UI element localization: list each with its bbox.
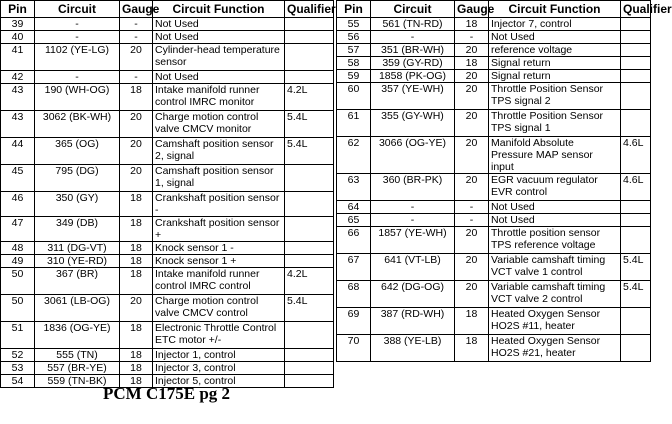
pin-cell: 42 xyxy=(1,71,35,84)
table-row xyxy=(337,201,651,214)
table-row xyxy=(337,254,651,281)
gauge-cell: 18 xyxy=(120,362,153,375)
circuit-cell: 310 (YE-RD) xyxy=(35,255,120,268)
qualifier-cell xyxy=(621,308,651,335)
gauge-cell: 18 xyxy=(120,268,153,295)
circuit-cell: 555 (TN) xyxy=(35,349,120,362)
header-row xyxy=(337,1,651,18)
function-cell: Knock sensor 1 - xyxy=(153,242,285,255)
table-row xyxy=(337,174,651,201)
circuit-cell: 387 (RD-WH) xyxy=(371,308,455,335)
gauge-cell: 20 xyxy=(455,281,489,308)
circuit-cell: 311 (DG-VT) xyxy=(35,242,120,255)
gauge-cell: - xyxy=(455,214,489,227)
page-caption: PCM C175E pg 2 xyxy=(103,384,231,403)
pin-cell: 46 xyxy=(1,192,35,217)
table-body-right xyxy=(337,18,651,362)
gauge-cell: 18 xyxy=(120,322,153,349)
gauge-cell: 20 xyxy=(455,254,489,281)
qualifier-cell xyxy=(285,165,334,192)
function-cell: Knock sensor 1 + xyxy=(153,255,285,268)
function-cell: Variable camshaft timing VCT valve 2 control xyxy=(489,281,621,308)
function-cell: Injector 7, control xyxy=(489,18,621,31)
pin-cell: 69 xyxy=(337,308,371,335)
qualifier-cell xyxy=(621,214,651,227)
function-cell: Charge motion control valve CMCV monitor xyxy=(153,111,285,138)
function-cell: EGR vacuum regulator EVR control xyxy=(489,174,621,201)
circuit-cell: 350 (GY) xyxy=(35,192,120,217)
circuit-cell: 355 (GY-WH) xyxy=(371,110,455,137)
pin-cell: 50 xyxy=(1,295,35,322)
function-cell: Heated Oxygen Sensor HO2S #21, heater xyxy=(489,335,621,362)
qualifier-cell xyxy=(285,18,334,31)
circuit-cell: 359 (GY-RD) xyxy=(371,57,455,70)
circuit-cell: 561 (TN-RD) xyxy=(371,18,455,31)
table-row xyxy=(337,110,651,137)
function-cell: Variable camshaft timing VCT valve 1 control xyxy=(489,254,621,281)
pin-cell: 59 xyxy=(337,70,371,83)
qualifier-cell xyxy=(621,31,651,44)
qualifier-cell: 5.4L xyxy=(285,111,334,138)
function-cell: Not Used xyxy=(489,201,621,214)
circuit-cell: - xyxy=(35,71,120,84)
function-cell: Not Used xyxy=(153,71,285,84)
pin-cell: 49 xyxy=(1,255,35,268)
table-row xyxy=(337,44,651,57)
pin-cell: 52 xyxy=(1,349,35,362)
table-row xyxy=(1,295,334,322)
pin-cell: 50 xyxy=(1,268,35,295)
circuit-cell: 190 (WH-OG) xyxy=(35,84,120,111)
circuit-cell: 351 (BR-WH) xyxy=(371,44,455,57)
header-function: Circuit Function xyxy=(489,1,621,18)
pin-cell: 66 xyxy=(337,227,371,254)
table-row xyxy=(1,242,334,255)
pin-cell: 58 xyxy=(337,57,371,70)
table-row xyxy=(337,335,651,362)
qualifier-cell xyxy=(285,362,334,375)
qualifier-cell xyxy=(621,110,651,137)
pin-cell: 53 xyxy=(1,362,35,375)
table-row xyxy=(337,227,651,254)
table-row xyxy=(337,308,651,335)
qualifier-cell: 5.4L xyxy=(621,281,651,308)
gauge-cell: - xyxy=(120,71,153,84)
table-row xyxy=(1,268,334,295)
gauge-cell: 20 xyxy=(455,174,489,201)
gauge-cell: 18 xyxy=(120,192,153,217)
pin-cell: 43 xyxy=(1,111,35,138)
gauge-cell: 20 xyxy=(455,70,489,83)
circuit-cell: - xyxy=(35,31,120,44)
function-cell: Charge motion control valve CMCV control xyxy=(153,295,285,322)
header-circuit: Circuit xyxy=(35,1,120,18)
qualifier-cell: 5.4L xyxy=(621,254,651,281)
pin-cell: 54 xyxy=(1,375,35,388)
table-row xyxy=(1,18,334,31)
pin-cell: 45 xyxy=(1,165,35,192)
pin-cell: 41 xyxy=(1,44,35,71)
pin-cell: 47 xyxy=(1,217,35,242)
circuit-cell: 388 (YE-LB) xyxy=(371,335,455,362)
table-row xyxy=(337,137,651,174)
gauge-cell: 18 xyxy=(455,57,489,70)
circuit-cell: 367 (BR) xyxy=(35,268,120,295)
table-row xyxy=(337,31,651,44)
gauge-cell: 18 xyxy=(120,255,153,268)
pin-cell: 51 xyxy=(1,322,35,349)
qualifier-cell xyxy=(285,44,334,71)
circuit-cell: 642 (DG-OG) xyxy=(371,281,455,308)
gauge-cell: 18 xyxy=(120,375,153,388)
table-row xyxy=(1,84,334,111)
table-row xyxy=(1,111,334,138)
function-cell: Injector 1, control xyxy=(153,349,285,362)
header-qualifier: Qualifier xyxy=(621,1,651,18)
qualifier-cell xyxy=(285,375,334,388)
gauge-cell: 18 xyxy=(455,308,489,335)
qualifier-cell xyxy=(285,31,334,44)
qualifier-cell xyxy=(285,349,334,362)
function-cell: Signal return xyxy=(489,57,621,70)
qualifier-cell xyxy=(621,227,651,254)
header-pin: Pin xyxy=(337,1,371,18)
pin-cell: 56 xyxy=(337,31,371,44)
circuit-cell: 3066 (OG-YE) xyxy=(371,137,455,174)
gauge-cell: 20 xyxy=(120,111,153,138)
gauge-cell: 20 xyxy=(455,83,489,110)
qualifier-cell xyxy=(621,70,651,83)
function-cell: Not Used xyxy=(489,214,621,227)
function-cell: Crankshaft position sensor + xyxy=(153,217,285,242)
qualifier-cell: 5.4L xyxy=(285,295,334,322)
qualifier-cell: 4.6L xyxy=(621,137,651,174)
table-row xyxy=(337,83,651,110)
circuit-cell: 557 (BR-YE) xyxy=(35,362,120,375)
table-body-left xyxy=(1,18,334,388)
circuit-cell: 641 (VT-LB) xyxy=(371,254,455,281)
gauge-cell: 20 xyxy=(120,165,153,192)
table-row xyxy=(1,71,334,84)
table-row xyxy=(1,255,334,268)
circuit-cell: 559 (TN-BK) xyxy=(35,375,120,388)
function-cell: reference voltage xyxy=(489,44,621,57)
qualifier-cell xyxy=(621,335,651,362)
qualifier-cell xyxy=(621,83,651,110)
table-row xyxy=(1,217,334,242)
function-cell: Camshaft position sensor 2, signal xyxy=(153,138,285,165)
table-row xyxy=(337,281,651,308)
function-cell: Camshaft position sensor 1, signal xyxy=(153,165,285,192)
gauge-cell: 20 xyxy=(455,137,489,174)
gauge-cell: - xyxy=(455,31,489,44)
gauge-cell: 20 xyxy=(120,44,153,71)
gauge-cell: 18 xyxy=(120,242,153,255)
circuit-cell: 349 (DB) xyxy=(35,217,120,242)
header-gauge: Gauge xyxy=(455,1,489,18)
gauge-cell: 18 xyxy=(455,18,489,31)
header-function: Circuit Function xyxy=(153,1,285,18)
gauge-cell: 18 xyxy=(120,349,153,362)
function-cell: Not Used xyxy=(153,31,285,44)
qualifier-cell: 5.4L xyxy=(285,138,334,165)
table-row xyxy=(1,362,334,375)
table-row xyxy=(1,192,334,217)
pin-cell: 44 xyxy=(1,138,35,165)
pin-cell: 39 xyxy=(1,18,35,31)
function-cell: Heated Oxygen Sensor HO2S #11, heater xyxy=(489,308,621,335)
gauge-cell: 20 xyxy=(120,138,153,165)
function-cell: Injector 5, control xyxy=(153,375,285,388)
qualifier-cell: 4.6L xyxy=(621,174,651,201)
qualifier-cell xyxy=(621,44,651,57)
qualifier-cell xyxy=(621,18,651,31)
function-cell: Intake manifold runner control IMRC monitor xyxy=(153,84,285,111)
gauge-cell: 20 xyxy=(455,44,489,57)
function-cell: Electronic Throttle Control ETC motor +/- xyxy=(153,322,285,349)
pin-table-right xyxy=(336,0,672,362)
qualifier-cell xyxy=(285,255,334,268)
circuit-cell: 357 (YE-WH) xyxy=(371,83,455,110)
header-circuit: Circuit xyxy=(371,1,455,18)
function-cell: Throttle Position Sensor TPS signal 2 xyxy=(489,83,621,110)
table-row xyxy=(1,138,334,165)
pin-cell: 55 xyxy=(337,18,371,31)
circuit-cell: - xyxy=(371,214,455,227)
table-row xyxy=(1,44,334,71)
function-cell: Crankshaft position sensor - xyxy=(153,192,285,217)
pin-cell: 48 xyxy=(1,242,35,255)
qualifier-cell: 4.2L xyxy=(285,84,334,111)
function-cell: Intake manifold runner control IMRC control xyxy=(153,268,285,295)
table-row xyxy=(1,349,334,362)
table-row xyxy=(1,322,334,349)
circuit-cell: 360 (BR-PK) xyxy=(371,174,455,201)
gauge-cell: 18 xyxy=(120,84,153,111)
circuit-cell: 1857 (YE-WH) xyxy=(371,227,455,254)
pin-cell: 63 xyxy=(337,174,371,201)
pin-cell: 60 xyxy=(337,83,371,110)
pin-table-left xyxy=(0,0,334,388)
header-pin: Pin xyxy=(1,1,35,18)
function-cell: Not Used xyxy=(153,18,285,31)
table-row xyxy=(337,70,651,83)
table-row xyxy=(337,18,651,31)
pin-cell: 40 xyxy=(1,31,35,44)
circuit-cell: 3061 (LB-OG) xyxy=(35,295,120,322)
function-cell: Throttle position sensor TPS reference voltage xyxy=(489,227,621,254)
gauge-cell: 20 xyxy=(120,295,153,322)
function-cell: Not Used xyxy=(489,31,621,44)
qualifier-cell xyxy=(285,71,334,84)
pin-cell: 43 xyxy=(1,84,35,111)
pin-cell: 65 xyxy=(337,214,371,227)
pin-cell: 57 xyxy=(337,44,371,57)
table-row xyxy=(337,214,651,227)
pin-cell: 61 xyxy=(337,110,371,137)
function-cell: Injector 3, control xyxy=(153,362,285,375)
qualifier-cell xyxy=(285,217,334,242)
circuit-cell: 1102 (YE-LG) xyxy=(35,44,120,71)
header-qualifier: Qualifier xyxy=(285,1,334,18)
pin-cell: 67 xyxy=(337,254,371,281)
function-cell: Throttle Position Sensor TPS signal 1 xyxy=(489,110,621,137)
gauge-cell: - xyxy=(120,31,153,44)
table-row xyxy=(337,57,651,70)
circuit-cell: - xyxy=(35,18,120,31)
gauge-cell: 18 xyxy=(120,217,153,242)
function-cell: Cylinder-head temperature sensor xyxy=(153,44,285,71)
gauge-cell: 20 xyxy=(455,227,489,254)
header-gauge: Gauge xyxy=(120,1,153,18)
table-row xyxy=(1,165,334,192)
gauge-cell: 18 xyxy=(455,335,489,362)
pin-cell: 64 xyxy=(337,201,371,214)
pin-cell: 70 xyxy=(337,335,371,362)
qualifier-cell: 4.2L xyxy=(285,268,334,295)
qualifier-cell xyxy=(285,192,334,217)
circuit-cell: - xyxy=(371,201,455,214)
circuit-cell: 1836 (OG-YE) xyxy=(35,322,120,349)
header-row xyxy=(1,1,334,18)
circuit-cell: 3062 (BK-WH) xyxy=(35,111,120,138)
gauge-cell: - xyxy=(455,201,489,214)
gauge-cell: 20 xyxy=(455,110,489,137)
qualifier-cell xyxy=(621,201,651,214)
table-row xyxy=(1,31,334,44)
function-cell: Signal return xyxy=(489,70,621,83)
pin-cell: 68 xyxy=(337,281,371,308)
function-cell: Manifold Absolute Pressure MAP sensor input xyxy=(489,137,621,174)
pin-cell: 62 xyxy=(337,137,371,174)
circuit-cell: 1858 (PK-OG) xyxy=(371,70,455,83)
qualifier-cell xyxy=(285,322,334,349)
circuit-cell: - xyxy=(371,31,455,44)
circuit-cell: 365 (OG) xyxy=(35,138,120,165)
qualifier-cell xyxy=(285,242,334,255)
qualifier-cell xyxy=(621,57,651,70)
circuit-cell: 795 (DG) xyxy=(35,165,120,192)
gauge-cell: - xyxy=(120,18,153,31)
